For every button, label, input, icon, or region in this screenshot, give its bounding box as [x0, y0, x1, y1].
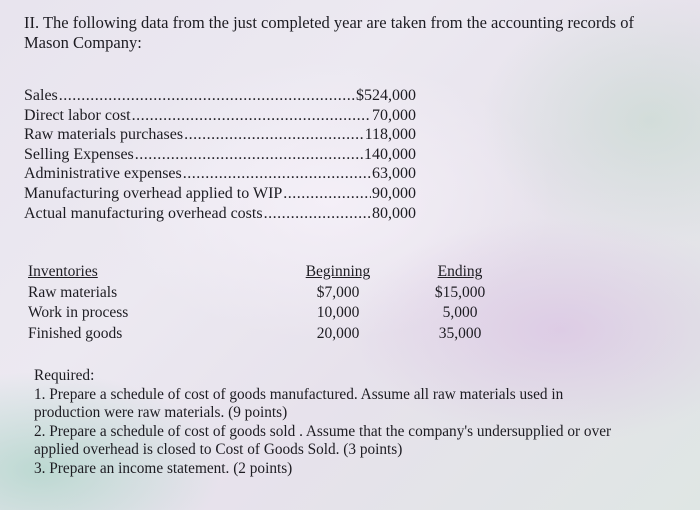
ledger-amount: 63,000: [372, 165, 416, 183]
required-item-3: 3. Prepare an income statement. (2 points): [34, 459, 293, 477]
ending-column: [420, 262, 500, 344]
leader-dots: [132, 106, 371, 126]
ledger-label: Raw materials purchases: [24, 126, 184, 144]
beginning-value: 10,000: [316, 304, 360, 321]
leader-dots: [184, 125, 364, 145]
ledger-label: Selling Expenses: [24, 145, 134, 163]
required-section: [34, 367, 674, 479]
beginning-value: 20,000: [316, 324, 360, 342]
ledger-row-overhead-applied: [24, 184, 416, 204]
required-item-2-line-1: 2. Prepare a schedule of cost of goods sold . Assume that the company's undersupplied or over: [34, 422, 612, 440]
ledger-row-direct-labor: [24, 106, 416, 126]
beginning-column: [296, 262, 380, 344]
beginning-header: Beginning: [305, 263, 371, 280]
inventory-name: Finished goods: [28, 324, 123, 342]
ledger-amount: 70,000: [372, 106, 416, 124]
ledger-row-raw-materials: [24, 125, 416, 145]
ledger-label: Direct labor cost: [24, 106, 131, 124]
problem-heading: [24, 13, 674, 53]
heading-line-2: Mason Company:: [24, 33, 142, 52]
beginning-value: $7,000: [316, 283, 360, 301]
ledger-label: Actual manufacturing overhead costs: [24, 204, 263, 222]
inventory-names-column: [28, 262, 128, 344]
leader-dots: [283, 184, 371, 204]
leader-dots: [264, 204, 371, 224]
ledger-row-sales: [24, 86, 416, 106]
ending-header: Ending: [437, 263, 483, 280]
ledger-amount: 140,000: [364, 145, 416, 163]
account-data-list: [24, 86, 416, 223]
inventory-name: Raw materials: [28, 283, 118, 301]
ending-value: $15,000: [434, 283, 486, 301]
ledger-amount: $524,000: [356, 87, 416, 104]
inventories-header: Inventories: [28, 263, 98, 280]
required-item-1-line-1: 1. Prepare a schedule of cost of goods manufactured. Assume all raw materials used in: [34, 385, 564, 403]
ledger-label: Administrative expenses: [24, 165, 182, 183]
ending-value: 5,000: [442, 304, 478, 321]
ledger-row-overhead-actual: [24, 204, 416, 224]
leader-dots: [59, 86, 355, 106]
ending-value: 35,000: [438, 324, 482, 342]
inventory-name: Work in process: [28, 304, 129, 321]
ledger-label: Sales: [24, 87, 58, 104]
required-item-2-line-2: applied overhead is closed to Cost of Goods Sold. (3 points): [34, 441, 403, 459]
ledger-amount: 80,000: [372, 204, 416, 222]
ledger-amount: 118,000: [364, 126, 416, 144]
ledger-row-administrative: [24, 164, 416, 184]
heading-line-1: II. The following data from the just completed year are taken from the accounting records of: [24, 13, 634, 32]
leader-dots: [183, 164, 371, 184]
ledger-row-selling: [24, 145, 416, 165]
required-item-1-line-2: production were raw materials. (9 points): [34, 404, 288, 422]
ledger-amount: 90,000: [372, 184, 416, 202]
leader-dots: [135, 145, 363, 165]
ledger-label: Manufacturing overhead applied to WIP: [24, 184, 283, 202]
required-title: Required:: [34, 367, 95, 384]
